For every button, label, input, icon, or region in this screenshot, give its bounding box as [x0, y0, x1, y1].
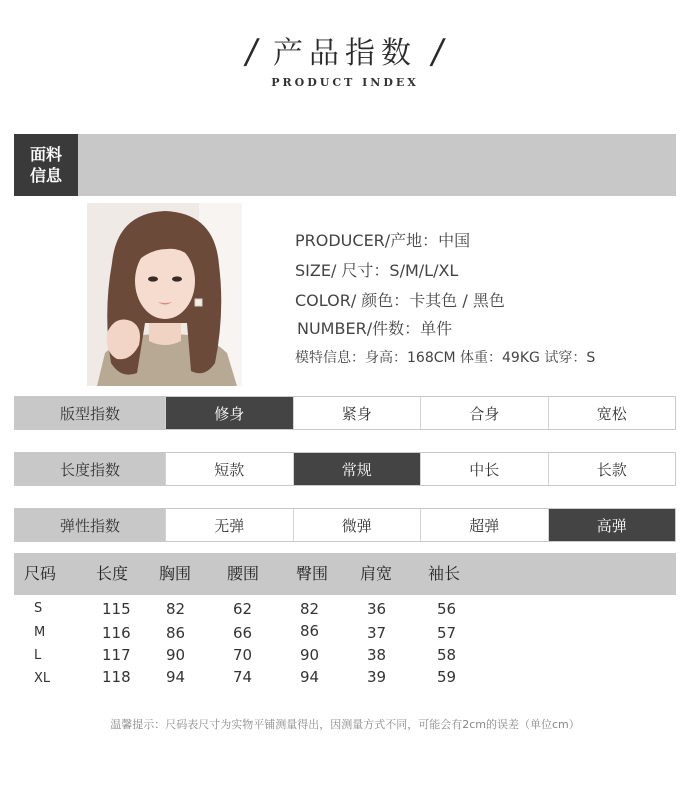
fit-index-label: 版型指数 — [15, 397, 165, 429]
length-option-short: 短款 — [165, 453, 293, 485]
stretch-option-super: 超弹 — [420, 509, 548, 541]
length-index-label: 长度指数 — [15, 453, 165, 485]
size-cell: 86 — [166, 624, 186, 642]
size-header-size: 尺码 — [24, 564, 57, 583]
fit-index-row — [14, 396, 676, 430]
size-cell: 59 — [437, 668, 457, 686]
fit-option-tight: 紧身 — [293, 397, 421, 429]
size-header-bust: 胸围 — [159, 564, 192, 583]
size-cell: M — [34, 625, 46, 640]
size-header-sleeve: 袖长 — [428, 564, 461, 583]
size-cell: 58 — [437, 646, 457, 664]
info-label-line2: 信息 — [29, 166, 62, 185]
length-option-regular: 常规 — [293, 453, 421, 485]
size-header-waist: 腰围 — [227, 564, 260, 583]
length-option-long: 长款 — [548, 453, 676, 485]
title-slash-right: / — [428, 32, 448, 72]
size-cell: 82 — [300, 600, 320, 618]
size-footnote: 温馨提示：尺码表尺寸为实物平铺测量得出，因测量方式不同，可能会有2cm的误差（单位cm） — [110, 718, 580, 731]
size-cell: XL — [34, 671, 51, 686]
fit-option-slim: 修身 — [165, 397, 293, 429]
title-text: 产品指数 — [273, 36, 417, 71]
size-cell: 82 — [166, 600, 186, 618]
fit-option-regular: 合身 — [420, 397, 548, 429]
size-cell: 37 — [367, 624, 387, 642]
title-slash-left: / — [242, 32, 262, 72]
size-cell: 94 — [300, 668, 320, 686]
stretch-option-none: 无弹 — [165, 509, 293, 541]
size-header-length: 长度 — [96, 564, 129, 583]
stretch-option-slight: 微弹 — [293, 509, 421, 541]
size-cell: 38 — [367, 646, 387, 664]
size-cell: 62 — [233, 600, 253, 618]
size-cell: 90 — [300, 646, 320, 664]
info-section-label — [14, 134, 78, 196]
size-header-hip: 臀围 — [296, 564, 329, 583]
size-cell: 57 — [437, 624, 457, 642]
spec-color: COLOR/ 颜色：卡其色 / 黑色 — [295, 291, 505, 310]
info-section-bar — [14, 134, 676, 196]
fit-option-loose: 宽松 — [548, 397, 676, 429]
spec-size: SIZE/ 尺寸：S/M/L/XL — [295, 261, 459, 280]
size-cell: 74 — [233, 668, 253, 686]
stretch-option-high: 高弹 — [548, 509, 676, 541]
spec-number: NUMBER/件数：单件 — [297, 319, 453, 338]
model-photo — [87, 203, 242, 386]
size-cell: 94 — [166, 668, 186, 686]
stretch-index-label: 弹性指数 — [15, 509, 165, 541]
size-cell: 115 — [102, 600, 131, 618]
size-cell: 86 — [300, 622, 320, 640]
size-cell: 116 — [102, 624, 131, 642]
stretch-index-row — [14, 508, 676, 542]
size-cell: S — [34, 601, 43, 616]
size-header-shoulder: 肩宽 — [360, 564, 393, 583]
size-cell: 56 — [437, 600, 457, 618]
size-cell: 117 — [102, 646, 131, 664]
info-label-line1: 面料 — [29, 145, 62, 164]
spec-model-info: 模特信息：身高：168CM 体重：49KG 试穿：S — [295, 350, 596, 366]
size-cell: 36 — [367, 600, 387, 618]
page-subtitle: PRODUCT INDEX — [271, 76, 419, 89]
length-option-midi: 中长 — [420, 453, 548, 485]
size-cell: 118 — [102, 668, 131, 686]
size-cell: 66 — [233, 624, 253, 642]
size-cell: L — [34, 648, 42, 663]
size-cell: 90 — [166, 646, 186, 664]
spec-producer: PRODUCER/产地：中国 — [295, 231, 471, 250]
length-index-row — [14, 452, 676, 486]
page-title — [0, 28, 690, 72]
size-cell: 70 — [233, 646, 253, 664]
size-cell: 39 — [367, 668, 387, 686]
